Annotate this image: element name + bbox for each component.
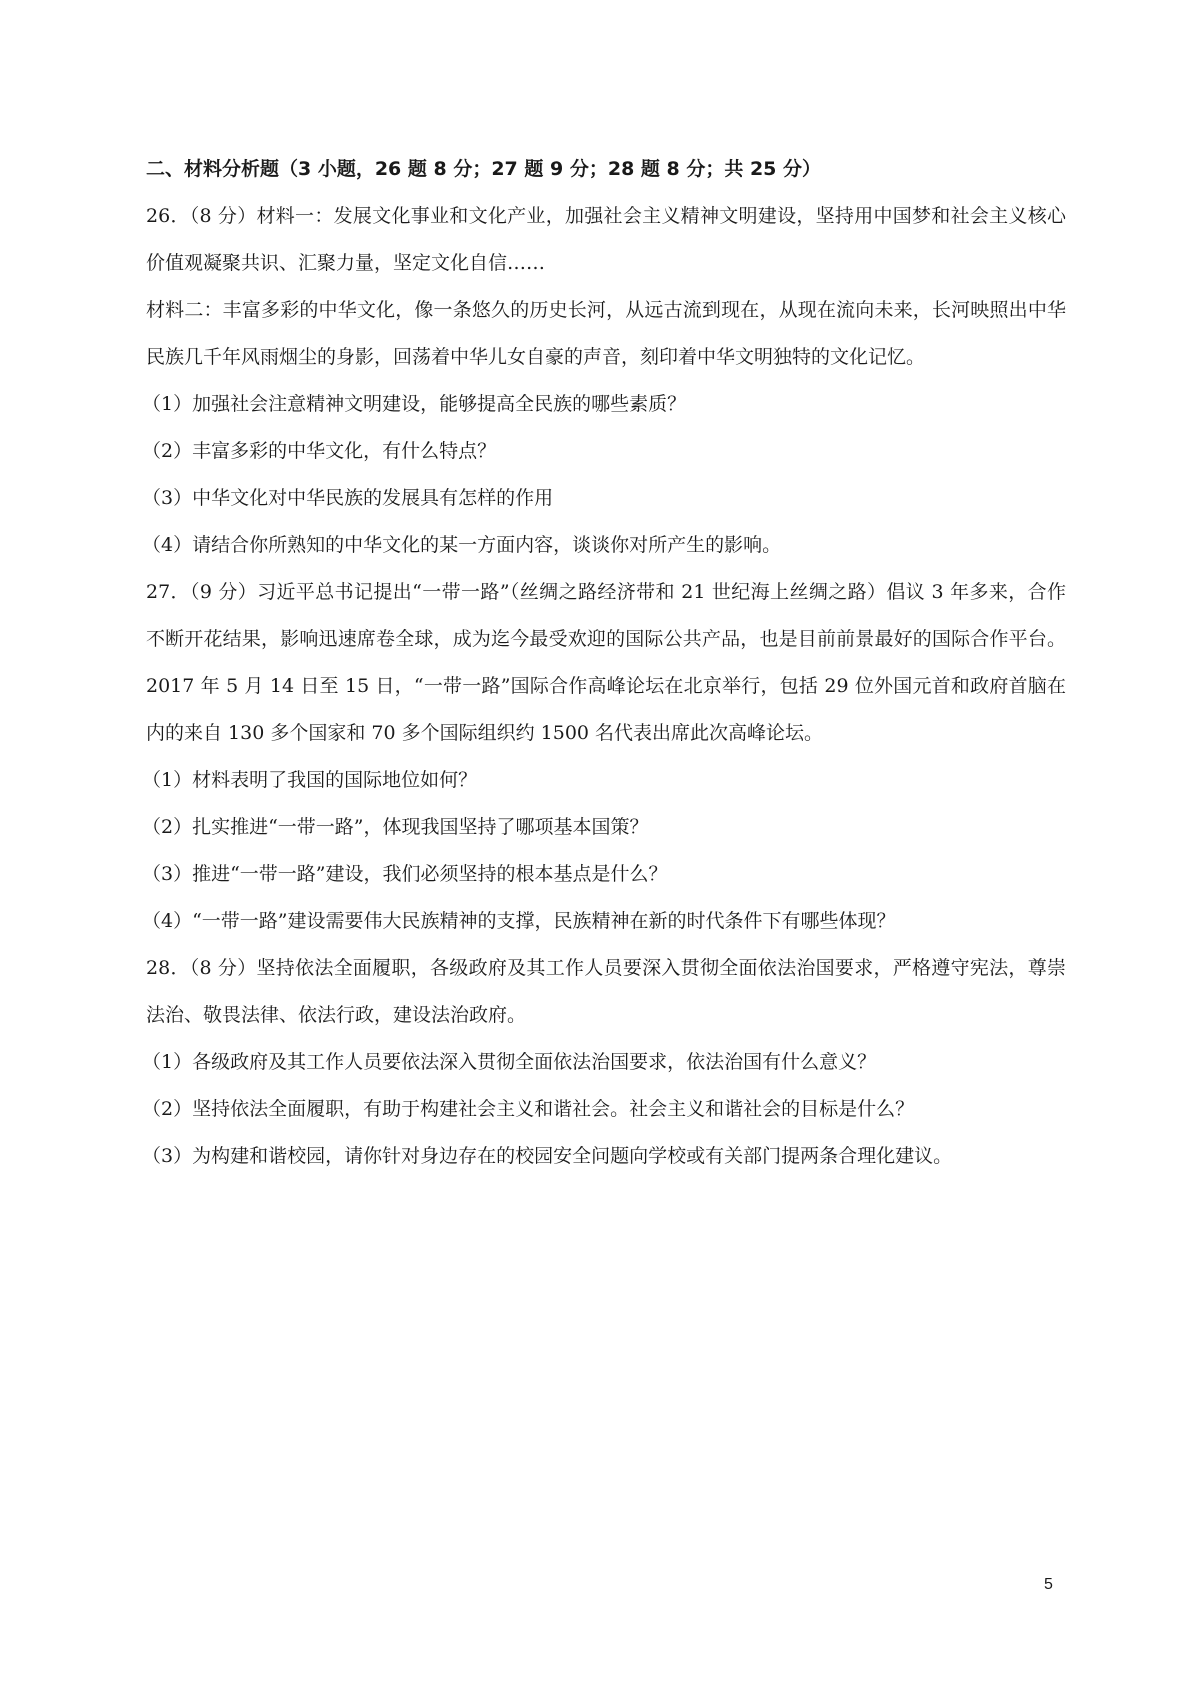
q27-stem: 27．（9 分）习近平总书记提出“一带一路”（丝绸之路经济带和 21 世纪海上丝绸之路）倡议 3 年多来，合作不断开花结果，影响迅速席卷全球，成为迄今最受欢迎的国际公共产品，也是目前前景最好的国际合作平台。2017 年 5 月 14 日至 15 日，“一带一路”国际合作高峰论坛在北京举行，包括 29 位外国元首和政府首脑在内的来自 130 多个国家和 70 多个国际组织约 1500 名代表出席此次高峰论坛。 — [146, 581, 1066, 744]
q26-sub-question: （1）加强社会注意精神文明建设，能够提高全民族的哪些素质？ — [142, 393, 687, 415]
section-heading: 二、材料分析题（3 小题，26 题 8 分；27 题 9 分；28 题 8 分；共 25 分） — [146, 158, 822, 180]
q26-material-2: 材料二：丰富多彩的中华文化，像一条悠久的历史长河，从远古流到现在，从现在流向未来，长河映照出中华民族几千年风雨烟尘的身影，回荡着中华儿女自豪的声音，刻印着中华文明独特的文化记忆。 — [146, 299, 1066, 368]
q28-stem: 28．（8 分）坚持依法全面履职，各级政府及其工作人员要深入贯彻全面依法治国要求，严格遵守宪法，尊崇法治、敬畏法律、依法行政，建设法治政府。 — [146, 957, 1066, 1026]
page-content — [142, 146, 1066, 1180]
q28-sub-question: （3）为构建和谐校园，请你针对身边存在的校园安全问题向学校或有关部门提两条合理化建议。 — [142, 1145, 953, 1167]
q26-sub-question: （2）丰富多彩的中华文化，有什么特点？ — [142, 440, 497, 462]
q26-sub-question: （4）请结合你所熟知的中华文化的某一方面内容，谈谈你对所产生的影响。 — [142, 534, 782, 556]
page-number: 5 — [1044, 1576, 1053, 1593]
q27-sub-question: （4）“一带一路”建设需要伟大民族精神的支撑，民族精神在新的时代条件下有哪些体现？ — [142, 910, 896, 932]
q28-sub-question: （1）各级政府及其工作人员要依法深入贯彻全面依法治国要求，依法治国有什么意义？ — [142, 1051, 877, 1073]
q27-sub-question: （2）扎实推进“一带一路”，体现我国坚持了哪项基本国策？ — [142, 816, 649, 838]
q26-sub-question: （3）中华文化对中华民族的发展具有怎样的作用 — [142, 487, 554, 509]
q27-sub-question: （1）材料表明了我国的国际地位如何？ — [142, 769, 478, 791]
q27-sub-question: （3）推进“一带一路”建设，我们必须坚持的根本基点是什么？ — [142, 863, 668, 885]
q26-material-1: 26．（8 分）材料一：发展文化事业和文化产业，加强社会主义精神文明建设，坚持用中国梦和社会主义核心价值观凝聚共识、汇聚力量，坚定文化自信…… — [146, 205, 1066, 274]
q28-sub-question: （2）坚持依法全面履职，有助于构建社会主义和谐社会。社会主义和谐社会的目标是什么？ — [142, 1098, 915, 1120]
